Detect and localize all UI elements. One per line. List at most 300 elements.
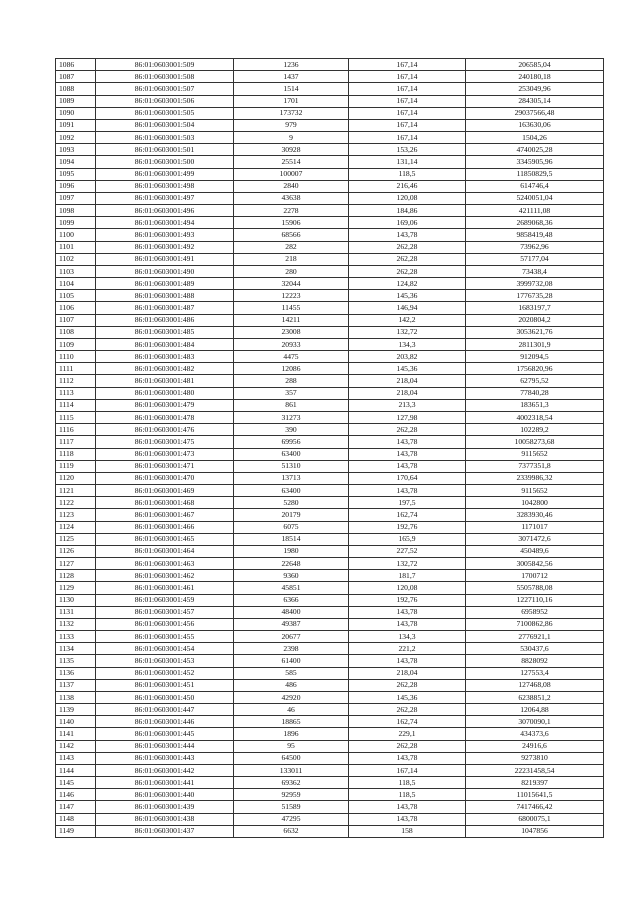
value-cell: 127553,4	[466, 667, 604, 679]
cadastral-number-cell: 86:01:0603001:456	[96, 618, 234, 630]
value-cell: 2776921,1	[466, 631, 604, 643]
cadastral-number-cell: 86:01:0603001:498	[96, 180, 234, 192]
row-number-cell: 1128	[56, 570, 96, 582]
value-cell: 206585,04	[466, 59, 604, 71]
table-row	[56, 387, 604, 399]
table-row	[56, 192, 604, 204]
row-number-cell: 1148	[56, 813, 96, 825]
rate-cell: 192,76	[349, 521, 466, 533]
rate-cell: 143,78	[349, 485, 466, 497]
cadastral-number-cell: 86:01:0603001:488	[96, 290, 234, 302]
area-cell: 31273	[234, 411, 349, 423]
table-row	[56, 399, 604, 411]
cadastral-number-cell: 86:01:0603001:438	[96, 813, 234, 825]
table-row	[56, 253, 604, 265]
value-cell: 7100862,86	[466, 618, 604, 630]
row-number-cell: 1094	[56, 156, 96, 168]
cadastral-number-cell: 86:01:0603001:501	[96, 144, 234, 156]
table-row	[56, 521, 604, 533]
row-number-cell: 1088	[56, 83, 96, 95]
row-number-cell: 1124	[56, 521, 96, 533]
value-cell: 1504,26	[466, 132, 604, 144]
value-cell: 2689068,36	[466, 217, 604, 229]
value-cell: 421111,08	[466, 205, 604, 217]
value-cell: 7377351,8	[466, 460, 604, 472]
cadastral-number-cell: 86:01:0603001:443	[96, 752, 234, 764]
row-number-cell: 1123	[56, 509, 96, 521]
value-cell: 3345905,96	[466, 156, 604, 168]
area-cell: 585	[234, 667, 349, 679]
value-cell: 9115652	[466, 485, 604, 497]
area-cell: 15906	[234, 217, 349, 229]
area-cell: 861	[234, 399, 349, 411]
cadastral-number-cell: 86:01:0603001:439	[96, 801, 234, 813]
value-cell: 3005842,56	[466, 558, 604, 570]
cadastral-number-cell: 86:01:0603001:465	[96, 533, 234, 545]
cadastral-number-cell: 86:01:0603001:440	[96, 789, 234, 801]
rate-cell: 167,14	[349, 107, 466, 119]
area-cell: 95	[234, 740, 349, 752]
rate-cell: 145,36	[349, 691, 466, 703]
rate-cell: 118,5	[349, 777, 466, 789]
row-number-cell: 1090	[56, 107, 96, 119]
cadastral-number-cell: 86:01:0603001:452	[96, 667, 234, 679]
value-cell: 1227110,16	[466, 594, 604, 606]
value-cell: 2020804,2	[466, 314, 604, 326]
cadastral-number-cell: 86:01:0603001:491	[96, 253, 234, 265]
rate-cell: 197,5	[349, 497, 466, 509]
rate-cell: 167,14	[349, 95, 466, 107]
value-cell: 73962,96	[466, 241, 604, 253]
row-number-cell: 1144	[56, 764, 96, 776]
area-cell: 1514	[234, 83, 349, 95]
rate-cell: 120,08	[349, 192, 466, 204]
cadastral-number-cell: 86:01:0603001:467	[96, 509, 234, 521]
rate-cell: 203,82	[349, 351, 466, 363]
table-row	[56, 460, 604, 472]
cadastral-number-cell: 86:01:0603001:486	[96, 314, 234, 326]
row-number-cell: 1108	[56, 326, 96, 338]
row-number-cell: 1100	[56, 229, 96, 241]
row-number-cell: 1141	[56, 728, 96, 740]
cadastral-number-cell: 86:01:0603001:485	[96, 326, 234, 338]
row-number-cell: 1114	[56, 399, 96, 411]
value-cell: 4740025,28	[466, 144, 604, 156]
area-cell: 1896	[234, 728, 349, 740]
value-cell: 11015641,5	[466, 789, 604, 801]
cadastral-number-cell: 86:01:0603001:499	[96, 168, 234, 180]
value-cell: 3283930,46	[466, 509, 604, 521]
value-cell: 29037566,48	[466, 107, 604, 119]
table-row	[56, 424, 604, 436]
cadastral-number-cell: 86:01:0603001:468	[96, 497, 234, 509]
cadastral-number-cell: 86:01:0603001:490	[96, 265, 234, 277]
cadastral-number-cell: 86:01:0603001:509	[96, 59, 234, 71]
rate-cell: 134,3	[349, 338, 466, 350]
row-number-cell: 1117	[56, 436, 96, 448]
row-number-cell: 1093	[56, 144, 96, 156]
table-row	[56, 278, 604, 290]
area-cell: 25514	[234, 156, 349, 168]
row-number-cell: 1135	[56, 655, 96, 667]
table-row	[56, 752, 604, 764]
area-cell: 280	[234, 265, 349, 277]
table-row	[56, 302, 604, 314]
row-number-cell: 1122	[56, 497, 96, 509]
cadastral-number-cell: 86:01:0603001:482	[96, 363, 234, 375]
table-row	[56, 789, 604, 801]
value-cell: 9273810	[466, 752, 604, 764]
rate-cell: 120,08	[349, 582, 466, 594]
row-number-cell: 1131	[56, 606, 96, 618]
cadastral-number-cell: 86:01:0603001:500	[96, 156, 234, 168]
value-cell: 6958952	[466, 606, 604, 618]
value-cell: 11850829,5	[466, 168, 604, 180]
cadastral-number-cell: 86:01:0603001:464	[96, 545, 234, 557]
rate-cell: 143,78	[349, 229, 466, 241]
cadastral-number-cell: 86:01:0603001:507	[96, 83, 234, 95]
cadastral-number-cell: 86:01:0603001:462	[96, 570, 234, 582]
rate-cell: 143,78	[349, 752, 466, 764]
area-cell: 12086	[234, 363, 349, 375]
rate-cell: 145,36	[349, 363, 466, 375]
area-cell: 69362	[234, 777, 349, 789]
cadastral-number-cell: 86:01:0603001:447	[96, 704, 234, 716]
rate-cell: 167,14	[349, 83, 466, 95]
table-row	[56, 777, 604, 789]
rate-cell: 218,04	[349, 387, 466, 399]
cadastral-number-cell: 86:01:0603001:442	[96, 764, 234, 776]
table-row	[56, 594, 604, 606]
table-row	[56, 716, 604, 728]
table-row	[56, 570, 604, 582]
area-cell: 49387	[234, 618, 349, 630]
cadastral-number-cell: 86:01:0603001:506	[96, 95, 234, 107]
table-row	[56, 643, 604, 655]
row-number-cell: 1112	[56, 375, 96, 387]
row-number-cell: 1136	[56, 667, 96, 679]
value-cell: 912094,5	[466, 351, 604, 363]
area-cell: 288	[234, 375, 349, 387]
table-row	[56, 740, 604, 752]
rate-cell: 167,14	[349, 764, 466, 776]
value-cell: 10058273,68	[466, 436, 604, 448]
value-cell: 1776735,28	[466, 290, 604, 302]
value-cell: 3070090,1	[466, 716, 604, 728]
table-row	[56, 95, 604, 107]
value-cell: 57177,04	[466, 253, 604, 265]
value-cell: 450489,6	[466, 545, 604, 557]
table-row	[56, 144, 604, 156]
area-cell: 14211	[234, 314, 349, 326]
value-cell: 3053621,76	[466, 326, 604, 338]
row-number-cell: 1120	[56, 472, 96, 484]
rate-cell: 131,14	[349, 156, 466, 168]
rate-cell: 170,64	[349, 472, 466, 484]
value-cell: 530437,6	[466, 643, 604, 655]
cadastral-number-cell: 86:01:0603001:494	[96, 217, 234, 229]
cadastral-number-cell: 86:01:0603001:450	[96, 691, 234, 703]
area-cell: 20933	[234, 338, 349, 350]
row-number-cell: 1086	[56, 59, 96, 71]
row-number-cell: 1095	[56, 168, 96, 180]
table-body	[56, 59, 604, 838]
cadastral-number-cell: 86:01:0603001:484	[96, 338, 234, 350]
cadastral-number-cell: 86:01:0603001:508	[96, 71, 234, 83]
rate-cell: 218,04	[349, 375, 466, 387]
table-row	[56, 691, 604, 703]
table-row	[56, 472, 604, 484]
rate-cell: 132,72	[349, 558, 466, 570]
area-cell: 69956	[234, 436, 349, 448]
row-number-cell: 1113	[56, 387, 96, 399]
value-cell: 3071472,6	[466, 533, 604, 545]
area-cell: 1236	[234, 59, 349, 71]
row-number-cell: 1107	[56, 314, 96, 326]
row-number-cell: 1115	[56, 411, 96, 423]
rate-cell: 118,5	[349, 168, 466, 180]
area-cell: 13713	[234, 472, 349, 484]
area-cell: 51589	[234, 801, 349, 813]
cadastral-number-cell: 86:01:0603001:470	[96, 472, 234, 484]
rate-cell: 153,26	[349, 144, 466, 156]
table-row	[56, 71, 604, 83]
rate-cell: 229,1	[349, 728, 466, 740]
row-number-cell: 1147	[56, 801, 96, 813]
table-row	[56, 631, 604, 643]
row-number-cell: 1118	[56, 448, 96, 460]
rate-cell: 143,78	[349, 801, 466, 813]
value-cell: 6238851,2	[466, 691, 604, 703]
rate-cell: 262,28	[349, 253, 466, 265]
row-number-cell: 1121	[56, 485, 96, 497]
table-row	[56, 156, 604, 168]
area-cell: 357	[234, 387, 349, 399]
table-row	[56, 351, 604, 363]
value-cell: 434373,6	[466, 728, 604, 740]
table-row	[56, 764, 604, 776]
row-number-cell: 1089	[56, 95, 96, 107]
area-cell: 18865	[234, 716, 349, 728]
value-cell: 5505788,08	[466, 582, 604, 594]
cadastral-number-cell: 86:01:0603001:478	[96, 411, 234, 423]
table-row	[56, 241, 604, 253]
cadastral-number-cell: 86:01:0603001:469	[96, 485, 234, 497]
area-cell: 18514	[234, 533, 349, 545]
row-number-cell: 1149	[56, 825, 96, 837]
row-number-cell: 1102	[56, 253, 96, 265]
rate-cell: 158	[349, 825, 466, 837]
row-number-cell: 1105	[56, 290, 96, 302]
area-cell: 47295	[234, 813, 349, 825]
rate-cell: 145,36	[349, 290, 466, 302]
table-row	[56, 290, 604, 302]
row-number-cell: 1140	[56, 716, 96, 728]
row-number-cell: 1096	[56, 180, 96, 192]
row-number-cell: 1137	[56, 679, 96, 691]
rate-cell: 184,86	[349, 205, 466, 217]
area-cell: 12223	[234, 290, 349, 302]
table-row	[56, 265, 604, 277]
table-row	[56, 217, 604, 229]
rate-cell: 262,28	[349, 241, 466, 253]
area-cell: 42920	[234, 691, 349, 703]
table-row	[56, 497, 604, 509]
value-cell: 3999732,08	[466, 278, 604, 290]
value-cell: 240180,18	[466, 71, 604, 83]
row-number-cell: 1143	[56, 752, 96, 764]
area-cell: 6366	[234, 594, 349, 606]
cadastral-number-cell: 86:01:0603001:475	[96, 436, 234, 448]
row-number-cell: 1099	[56, 217, 96, 229]
area-cell: 282	[234, 241, 349, 253]
row-number-cell: 1134	[56, 643, 96, 655]
cadastral-number-cell: 86:01:0603001:453	[96, 655, 234, 667]
value-cell: 183651,3	[466, 399, 604, 411]
rate-cell: 142,2	[349, 314, 466, 326]
rate-cell: 143,78	[349, 436, 466, 448]
cadastral-number-cell: 86:01:0603001:454	[96, 643, 234, 655]
cadastral-number-cell: 86:01:0603001:503	[96, 132, 234, 144]
rate-cell: 218,04	[349, 667, 466, 679]
value-cell: 6800075,1	[466, 813, 604, 825]
rate-cell: 143,78	[349, 618, 466, 630]
area-cell: 63400	[234, 485, 349, 497]
value-cell: 163630,06	[466, 119, 604, 131]
row-number-cell: 1139	[56, 704, 96, 716]
value-cell: 1042800	[466, 497, 604, 509]
rate-cell: 143,78	[349, 460, 466, 472]
table-row	[56, 606, 604, 618]
table-row	[56, 655, 604, 667]
table-row	[56, 83, 604, 95]
table-row	[56, 119, 604, 131]
row-number-cell: 1138	[56, 691, 96, 703]
cadastral-number-cell: 86:01:0603001:455	[96, 631, 234, 643]
rate-cell: 124,82	[349, 278, 466, 290]
row-number-cell: 1127	[56, 558, 96, 570]
row-number-cell: 1092	[56, 132, 96, 144]
table-row	[56, 704, 604, 716]
table-row	[56, 229, 604, 241]
table-row	[56, 485, 604, 497]
cadastral-number-cell: 86:01:0603001:441	[96, 777, 234, 789]
row-number-cell: 1097	[56, 192, 96, 204]
value-cell: 1171017	[466, 521, 604, 533]
area-cell: 23008	[234, 326, 349, 338]
cadastral-number-cell: 86:01:0603001:481	[96, 375, 234, 387]
table-row	[56, 411, 604, 423]
rate-cell: 167,14	[349, 71, 466, 83]
cadastral-number-cell: 86:01:0603001:497	[96, 192, 234, 204]
cadastral-number-cell: 86:01:0603001:505	[96, 107, 234, 119]
row-number-cell: 1133	[56, 631, 96, 643]
value-cell: 102289,2	[466, 424, 604, 436]
cadastral-value-table	[55, 58, 604, 838]
area-cell: 1980	[234, 545, 349, 557]
table-row	[56, 558, 604, 570]
rate-cell: 118,5	[349, 789, 466, 801]
rate-cell: 146,94	[349, 302, 466, 314]
area-cell: 173732	[234, 107, 349, 119]
area-cell: 100007	[234, 168, 349, 180]
row-number-cell: 1101	[56, 241, 96, 253]
table-row	[56, 618, 604, 630]
area-cell: 20179	[234, 509, 349, 521]
table-row	[56, 448, 604, 460]
area-cell: 2278	[234, 205, 349, 217]
row-number-cell: 1110	[56, 351, 96, 363]
cadastral-number-cell: 86:01:0603001:451	[96, 679, 234, 691]
rate-cell: 167,14	[349, 119, 466, 131]
table-row	[56, 107, 604, 119]
value-cell: 24916,6	[466, 740, 604, 752]
row-number-cell: 1091	[56, 119, 96, 131]
area-cell: 32044	[234, 278, 349, 290]
rate-cell: 181,7	[349, 570, 466, 582]
area-cell: 9	[234, 132, 349, 144]
rate-cell: 162,74	[349, 509, 466, 521]
value-cell: 8219397	[466, 777, 604, 789]
area-cell: 48400	[234, 606, 349, 618]
table-row	[56, 363, 604, 375]
cadastral-number-cell: 86:01:0603001:471	[96, 460, 234, 472]
area-cell: 20677	[234, 631, 349, 643]
table-row	[56, 338, 604, 350]
value-cell: 2811301,9	[466, 338, 604, 350]
cadastral-number-cell: 86:01:0603001:459	[96, 594, 234, 606]
table-row	[56, 813, 604, 825]
table-row	[56, 801, 604, 813]
area-cell: 92959	[234, 789, 349, 801]
rate-cell: 143,78	[349, 655, 466, 667]
table-row	[56, 436, 604, 448]
row-number-cell: 1119	[56, 460, 96, 472]
table-row	[56, 375, 604, 387]
value-cell: 284305,14	[466, 95, 604, 107]
area-cell: 4475	[234, 351, 349, 363]
cadastral-number-cell: 86:01:0603001:457	[96, 606, 234, 618]
area-cell: 51310	[234, 460, 349, 472]
value-cell: 5240051,04	[466, 192, 604, 204]
area-cell: 133011	[234, 764, 349, 776]
rate-cell: 143,78	[349, 606, 466, 618]
area-cell: 11455	[234, 302, 349, 314]
cadastral-number-cell: 86:01:0603001:492	[96, 241, 234, 253]
rate-cell: 262,28	[349, 424, 466, 436]
row-number-cell: 1130	[56, 594, 96, 606]
table-row	[56, 180, 604, 192]
cadastral-number-cell: 86:01:0603001:444	[96, 740, 234, 752]
area-cell: 979	[234, 119, 349, 131]
area-cell: 46	[234, 704, 349, 716]
value-cell: 2339986,32	[466, 472, 604, 484]
row-number-cell: 1146	[56, 789, 96, 801]
cadastral-number-cell: 86:01:0603001:496	[96, 205, 234, 217]
rate-cell: 162,74	[349, 716, 466, 728]
cadastral-number-cell: 86:01:0603001:445	[96, 728, 234, 740]
area-cell: 64500	[234, 752, 349, 764]
value-cell: 62795,52	[466, 375, 604, 387]
row-number-cell: 1098	[56, 205, 96, 217]
table-row	[56, 326, 604, 338]
table-row	[56, 667, 604, 679]
area-cell: 6075	[234, 521, 349, 533]
table-row	[56, 509, 604, 521]
row-number-cell: 1104	[56, 278, 96, 290]
rate-cell: 169,06	[349, 217, 466, 229]
rate-cell: 132,72	[349, 326, 466, 338]
